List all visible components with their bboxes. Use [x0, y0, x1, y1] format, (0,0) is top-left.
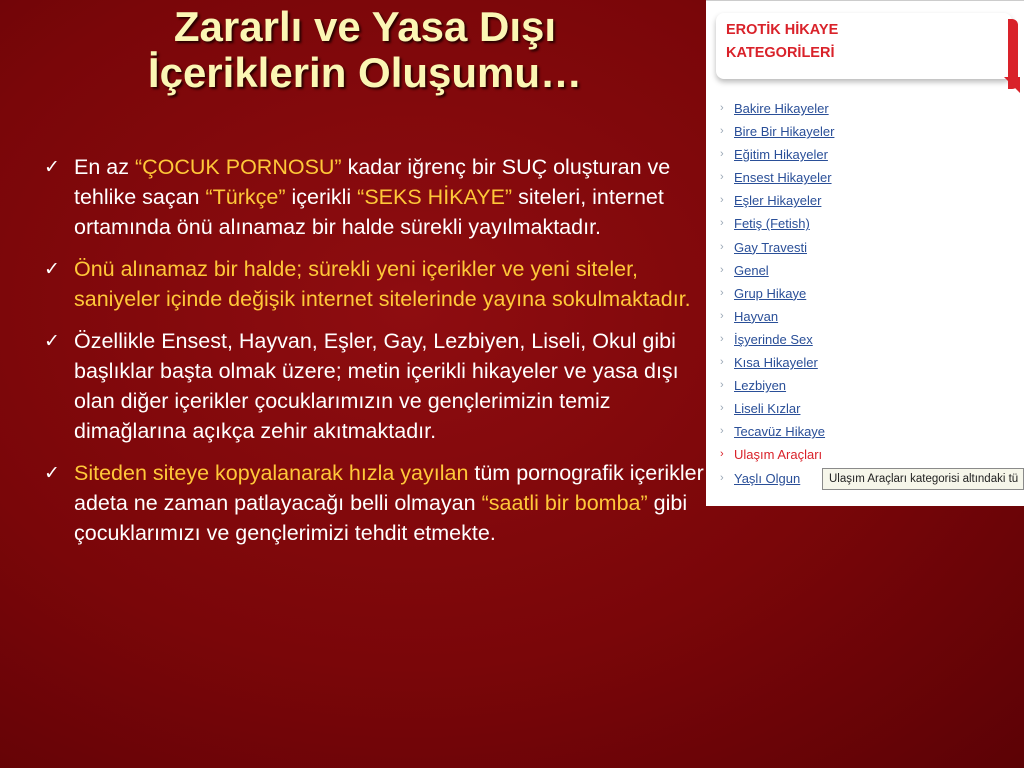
chevron-right-icon: ›: [720, 263, 724, 276]
category-item[interactable]: [720, 351, 834, 374]
category-link[interactable]: Lezbiyen: [734, 378, 787, 394]
category-item[interactable]: [720, 374, 834, 397]
category-item[interactable]: [720, 97, 834, 120]
check-mark-icon: ✓: [44, 462, 60, 484]
bullet-text: tüm pornografik içerikler adeta ne zaman patlayacağı belli olmayan: [74, 461, 704, 515]
bullet-item: [44, 254, 704, 314]
check-mark-icon: ✓: [44, 258, 60, 280]
category-link[interactable]: Yaşlı Olgun: [734, 470, 801, 486]
category-item[interactable]: [720, 259, 834, 282]
category-link[interactable]: Bire Bir Hikayeler: [734, 124, 835, 140]
bullet-text: içerikli: [285, 185, 358, 209]
category-item[interactable]: [720, 189, 834, 212]
category-item[interactable]: [720, 328, 834, 351]
category-item[interactable]: [720, 166, 834, 189]
chevron-right-icon: ›: [720, 240, 724, 253]
category-item[interactable]: [720, 397, 834, 420]
chevron-right-icon: ›: [720, 125, 724, 138]
chevron-right-icon: ›: [720, 171, 724, 184]
category-item[interactable]: [720, 236, 834, 259]
chevron-right-icon: ›: [720, 309, 724, 322]
category-panel-header: [716, 13, 1012, 79]
category-link[interactable]: Bakire Hikayeler: [734, 101, 829, 116]
category-link[interactable]: Ensest Hikayeler: [734, 170, 832, 186]
bullet-text: En az: [74, 155, 135, 179]
chevron-right-icon: ›: [720, 471, 724, 484]
category-link[interactable]: Liseli Kızlar: [734, 401, 801, 417]
highlighted-text: “SEKS HİKAYE”: [357, 185, 513, 209]
chevron-right-icon: ›: [720, 448, 724, 461]
category-item[interactable]: [720, 282, 834, 305]
category-link[interactable]: Fetiş (Fetish): [734, 216, 810, 232]
category-link[interactable]: Ulaşım Araçları: [734, 447, 823, 463]
category-link[interactable]: Tecavüz Hikaye: [734, 424, 826, 440]
bullet-text: Özellikle Ensest, Hayvan, Eşler, Gay, Lezbiyen, Liseli, Okul gibi başlıklar başta olmak üzere; metin içerikli hikayeler ve yasa dışı olan diğer içerikler çocuklarımızın ve gençlerimizin temiz dimağlarına açıkça zehir akıtmaktadır.: [74, 329, 679, 443]
category-item[interactable]: [720, 305, 834, 328]
category-panel-title-line-2: KATEGORİLERİ: [726, 45, 835, 61]
highlighted-text: Önü alınamaz bir halde; sürekli yeni içerikler ve yeni siteler, saniyeler içinde değişik internet sitelerinde yayına sokulmaktadır.: [74, 257, 691, 311]
chevron-right-icon: ›: [720, 332, 724, 345]
category-list: [720, 97, 834, 490]
category-panel-title: [726, 19, 966, 65]
chevron-right-icon: ›: [720, 194, 724, 207]
bullet-item: [44, 152, 704, 242]
bullet-item: [44, 326, 704, 446]
link-tooltip: Ulaşım Araçları kategorisi altındaki tü: [822, 468, 1024, 490]
bullet-text: siteleri, internet ortamında önü alınamaz bir halde sürekli yayılmaktadır.: [74, 185, 664, 239]
category-link[interactable]: İşyerinde Sex: [734, 331, 813, 347]
category-screenshot-panel: [706, 0, 1024, 506]
chevron-right-icon: ›: [720, 402, 724, 415]
category-item[interactable]: [720, 143, 834, 166]
chevron-right-icon: ›: [720, 102, 724, 114]
bullet-text: gibi çocuklarımızı ve gençlerimizi tehdit etmekte.: [74, 491, 688, 545]
category-item[interactable]: [720, 467, 834, 490]
chevron-right-icon: ›: [720, 425, 724, 438]
chevron-right-icon: ›: [720, 148, 724, 161]
category-item[interactable]: [720, 212, 834, 235]
category-link[interactable]: Hayvan: [734, 308, 779, 324]
category-panel-title-line-1: EROTİK HİKAYE: [726, 22, 839, 38]
check-mark-icon: ✓: [44, 156, 60, 178]
chevron-right-icon: ›: [720, 379, 724, 392]
category-item[interactable]: [720, 443, 834, 466]
category-link[interactable]: Grup Hikaye: [734, 285, 807, 301]
bullet-item: [44, 458, 704, 548]
category-link[interactable]: Eşler Hikayeler: [734, 193, 822, 209]
slide-title: [20, 4, 710, 96]
bullet-text: kadar iğrenç bir SUÇ oluşturan ve tehlike saçan: [74, 155, 671, 209]
highlighted-text: “Türkçe”: [205, 185, 286, 209]
category-link[interactable]: Eğitim Hikayeler: [734, 147, 828, 163]
category-link[interactable]: Gay Travesti: [734, 239, 807, 255]
slide-title-line-2: İçeriklerin Oluşumu…: [147, 49, 583, 96]
category-link[interactable]: Genel: [734, 262, 769, 278]
chevron-right-icon: ›: [720, 356, 724, 369]
highlighted-text: “ÇOCUK PORNOSU”: [134, 155, 342, 179]
category-item[interactable]: [720, 120, 834, 143]
bullet-list: [44, 152, 704, 560]
category-link[interactable]: Kısa Hikayeler: [734, 355, 818, 371]
chevron-right-icon: ›: [720, 286, 724, 299]
highlighted-text: Siteden siteye kopyalanarak hızla yayılan: [74, 461, 469, 485]
ribbon-tip-decoration: [1004, 77, 1020, 93]
highlighted-text: “saatli bir bomba”: [481, 491, 648, 515]
chevron-right-icon: ›: [720, 217, 724, 230]
category-item[interactable]: [720, 420, 834, 443]
check-mark-icon: ✓: [44, 330, 60, 352]
slide-title-line-1: Zararlı ve Yasa Dışı: [173, 3, 557, 50]
